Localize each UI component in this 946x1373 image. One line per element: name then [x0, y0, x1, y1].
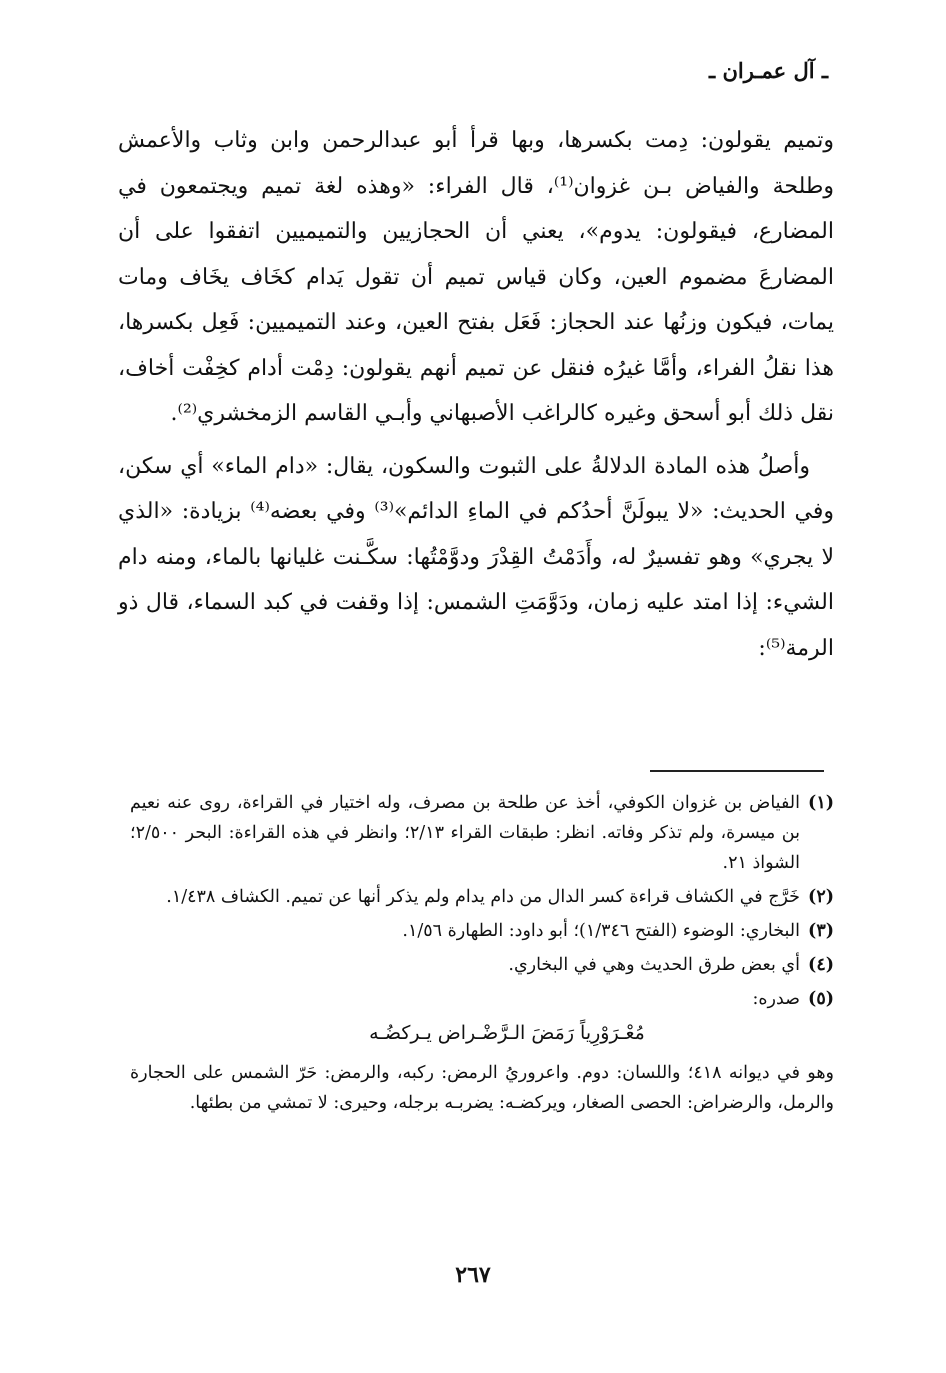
footnote-number: (٢)	[808, 887, 834, 907]
footnote-text: الفياض بن غزوان الكوفي، أخذ عن طلحة بن مصرف، وله اختيار في القراءة، روى عنه نعيم بن ميسرة، ولم تذكر وفاته. انظر: طبقات القراء ٢/١٣؛ وانظر في هذه القراءة: البحر ٢/٥٠٠؛ الشواذ ٢١.	[130, 793, 800, 873]
poetry-verse: مُعْـرَوْرِياً رَمَضَ الـرَّضْـراض يـركضُـه	[369, 1022, 645, 1044]
footnote-text: البخاري: الوضوء (الفتح ١/٣٤٦)؛ أبو داود: الطهارة ١/٥٦.	[402, 921, 800, 941]
footnote-text: خَرَّج في الكشاف قراءة كسر الدال من دام يدام ولم يذكر أنها عن تميم. الكشاف ١/٤٣٨.	[166, 887, 800, 907]
footnote-divider	[650, 770, 824, 772]
footnote-text: أي بعض طرق الحديث وهي في البخاري.	[508, 955, 800, 975]
main-text	[118, 118, 834, 671]
footnote-2	[130, 882, 834, 912]
verse-note: وهو في ديوانه ٤١٨؛ واللسان: دوم. واعروريُ الرمض: ركبه، والرمض: حَرّ الشمس على الحجارة والرمل، والرضراض: الحصى الصغار، ويركضـه: يضربـه برجله، وحيرى: لا تمشي من بطئها.	[130, 1063, 834, 1113]
footnote-4	[130, 950, 834, 980]
page-number: ٢٦٧	[455, 1262, 491, 1288]
footnote-3	[130, 916, 834, 946]
footnote-number: (٣)	[808, 921, 834, 941]
footnotes	[130, 788, 834, 1118]
footnote-number: (١)	[808, 793, 834, 813]
paragraph-2: وأصلُ هذه المادة الدلالةُ على الثبوت والسكون، يقال: «دام الماء» أي سكن، وفي الحديث: «لا يبولَنَّ أحدُكم في الماءِ الدائم»⁽³⁾ وفي بعضه⁽⁴⁾ بزيادة: «الذي لا يجري» وهو تفسيرٌ له، وأَدَمْتُ القِدْرَ ودوَّمْتُها: سكَّـنت غليانها بالماء، ومنه دام الشيء: إذا امتد عليه زمان، ودَوَّمَتِ الشمس: إذا وقفت في كبد السماء، قال ذو الرمة⁽⁵⁾:	[118, 453, 834, 661]
footnote-text: صدره:	[752, 989, 800, 1009]
running-header: ـ آل عمـران ـ	[709, 58, 828, 83]
footnote-5	[130, 984, 834, 1014]
footnote-number: (٥)	[808, 989, 834, 1009]
footnote-number: (٤)	[808, 955, 834, 975]
paragraph-1: وتميم يقولون: دِمت بكسرها، وبها قرأ أبو عبدالرحمن وابن وثاب والأعمش وطلحة والفياض بـن غزوان⁽¹⁾، قال الفراء: «وهذه لغة تميم ويجتمعون في المضارع، فيقولون: يدوم»، يعني أن الحجازيين والتميميين اتفقوا على أن المضارعَ مضموم العين، وكان قياس تميم أن تقول يَدام كخَاف يخَاف ومات يمات، فيكون وزنُها عند الحجاز: فَعَل بفتح العين، وعند التميميين: فَعِل بكسرها، هذا نقلُ الفراء، وأمَّا غيرُه فنقل عن تميم أنهم يقولون: دِمْت أدام كخِفْت أخاف، نقل ذلك أبو أسحق وغيره كالراغب الأصبهاني وأبـي القاسم الزمخشري⁽²⁾.	[118, 128, 834, 426]
footnote-1	[130, 788, 834, 878]
